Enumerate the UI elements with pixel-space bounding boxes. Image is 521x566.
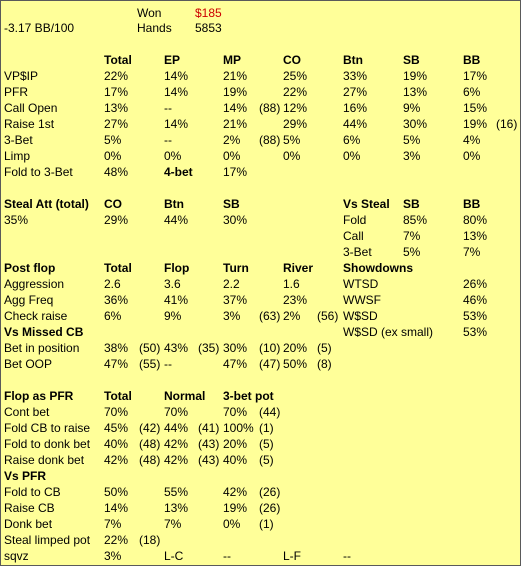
cell-river: 50% (283, 357, 308, 371)
vs-steal-3bet-bb: 7% (463, 245, 481, 259)
cell-co: 12% (283, 101, 308, 115)
cell-flop: 3.6 (164, 277, 181, 291)
cell-co: 22% (283, 85, 308, 99)
cell-3bet: 40% (223, 453, 248, 467)
cell-dash: -- (223, 549, 231, 563)
cell-normal: 70% (164, 405, 189, 419)
vs-steal-3bet-sb: 5% (403, 245, 421, 259)
cell-mp: 0% (223, 149, 241, 163)
cell-3bet: 100% (223, 421, 254, 435)
row-label: sqvz (4, 549, 29, 563)
row-label: 3-Bet (4, 133, 33, 147)
cell-normal-sample: (41) (198, 421, 220, 435)
row-label: Raise 1st (4, 117, 55, 131)
cell-sb: 9% (403, 101, 421, 115)
postflop-title: Post flop (4, 261, 56, 275)
cell-ep: 14% (164, 85, 189, 99)
row-label: Fold to CB (4, 485, 61, 499)
cell-total: 70% (104, 405, 129, 419)
flop-pfr-header-total: Total (104, 389, 132, 403)
showdown-label: WWSF (343, 293, 381, 307)
steal-header-co: CO (104, 197, 122, 211)
cell-flop: 43% (164, 341, 189, 355)
row-label: Call Open (4, 101, 58, 115)
cell-bb: 15% (463, 101, 488, 115)
cell-btn: 33% (343, 69, 368, 83)
cell-3bet-sample: (5) (259, 453, 274, 467)
vs-steal-header-sb: SB (403, 197, 420, 211)
cell-turn-sample: (10) (259, 341, 281, 355)
cell-total: 22% (104, 69, 129, 83)
showdown-value: 26% (463, 277, 488, 291)
col-header-total: Total (104, 53, 132, 67)
cell-bb: 6% (463, 85, 481, 99)
postflop-header-total: Total (104, 261, 132, 275)
col-header-mp: MP (223, 53, 241, 67)
bb100-value: -3.17 BB/100 (4, 21, 75, 35)
cell-total-sample: (42) (139, 421, 161, 435)
row-label: Limp (4, 149, 31, 163)
row-label: Fold to donk bet (4, 437, 91, 451)
vs-steal-call-bb: 13% (463, 229, 488, 243)
showdown-value: 53% (463, 309, 488, 323)
cell-ep: 14% (164, 69, 189, 83)
cell-3bet: 19% (223, 501, 248, 515)
cell-total-sample: (50) (139, 341, 161, 355)
fourbet-label: 4-bet (164, 165, 193, 179)
cell-total: 3% (104, 549, 122, 563)
cell-co: 5% (283, 133, 301, 147)
vs-steal-fold-label: Fold (343, 213, 367, 227)
cell-flop: 41% (164, 293, 189, 307)
cell-3bet: 20% (223, 437, 248, 451)
cell-total: 0% (104, 149, 122, 163)
steal-total: 35% (4, 213, 29, 227)
cell-total-sample: (55) (139, 357, 161, 371)
cell-total: 40% (104, 437, 129, 451)
cell-total: 22% (104, 533, 129, 547)
row-label: Fold CB to raise (4, 421, 91, 435)
missed-cb-title: Vs Missed CB (4, 325, 84, 339)
cell-sb: 5% (403, 133, 421, 147)
cell-turn: 30% (223, 341, 248, 355)
cell-river-sample: (8) (317, 357, 332, 371)
flop-pfr-title: Flop as PFR (4, 389, 74, 403)
postflop-header-river: River (283, 261, 314, 275)
cell-normal: 55% (164, 485, 189, 499)
row-label: Cont bet (4, 405, 50, 419)
row-label: Donk bet (4, 517, 53, 531)
cell-mp-sample: (88) (259, 101, 281, 115)
cell-total-sample: (48) (139, 453, 161, 467)
fourbet-value: 17% (223, 165, 248, 179)
steal-co: 29% (104, 213, 129, 227)
cell-bb: 17% (463, 69, 488, 83)
cell-total: 36% (104, 293, 129, 307)
row-label: Raise CB (4, 501, 55, 515)
cell-total: 6% (104, 309, 122, 323)
cell-total: 2.6 (104, 277, 121, 291)
showdowns-title: Showdowns (343, 261, 413, 275)
won-value: $185 (195, 6, 222, 20)
cell-btn: 0% (343, 149, 361, 163)
cell-lc: L-C (164, 549, 184, 563)
cell-turn: 47% (223, 357, 248, 371)
row-label: VP$IP (4, 69, 39, 83)
cell-river: 23% (283, 293, 308, 307)
postflop-header-turn: Turn (223, 261, 249, 275)
cell-3bet-sample: (44) (259, 405, 281, 419)
cell-mp: 14% (223, 101, 248, 115)
cell-river: 1.6 (283, 277, 300, 291)
cell-3bet-sample: (26) (259, 501, 281, 515)
row-label: Fold to 3-Bet (4, 165, 73, 179)
vs-steal-title: Vs Steal (343, 197, 390, 211)
cell-3bet: 70% (223, 405, 248, 419)
cell-sb: 30% (403, 117, 428, 131)
showdown-label: WTSD (343, 277, 379, 291)
vs-steal-fold-sb: 85% (403, 213, 428, 227)
cell-bb-sample: (16) (496, 117, 518, 131)
cell-total: 7% (104, 517, 122, 531)
flop-pfr-header-normal: Normal (164, 389, 206, 403)
cell-total: 27% (104, 117, 129, 131)
cell-bb: 19% (463, 117, 488, 131)
cell-normal: 42% (164, 437, 189, 451)
row-label: Raise donk bet (4, 453, 85, 467)
cell-3bet: 42% (223, 485, 248, 499)
cell-flop-sample: (35) (198, 341, 220, 355)
cell-total: 5% (104, 133, 122, 147)
row-label: PFR (4, 85, 28, 99)
cell-total: 48% (104, 165, 129, 179)
cell-sb: 13% (403, 85, 428, 99)
cell-mp-sample: (88) (259, 133, 281, 147)
col-header-btn: Btn (343, 53, 363, 67)
cell-ep: -- (164, 101, 172, 115)
cell-ep: 14% (164, 117, 189, 131)
cell-total: 47% (104, 357, 129, 371)
cell-total: 45% (104, 421, 129, 435)
cell-lf: L-F (283, 549, 301, 563)
cell-mp: 19% (223, 85, 248, 99)
cell-total-sample: (18) (139, 533, 161, 547)
showdown-value: 46% (463, 293, 488, 307)
col-header-sb: SB (403, 53, 420, 67)
hands-value: 5853 (195, 21, 222, 35)
cell-normal: 42% (164, 453, 189, 467)
cell-river-sample: (5) (317, 341, 332, 355)
cell-total: 13% (104, 101, 129, 115)
vs-pfr-title: Vs PFR (4, 469, 47, 483)
cell-total: 14% (104, 501, 129, 515)
showdown-label: W$SD (343, 309, 378, 323)
cell-ep: -- (164, 133, 172, 147)
cell-3bet-sample: (5) (259, 437, 274, 451)
cell-bb: 4% (463, 133, 481, 147)
won-label: Won (137, 6, 162, 20)
cell-co: 0% (283, 149, 301, 163)
cell-normal: 7% (164, 517, 182, 531)
cell-mp: 21% (223, 117, 248, 131)
cell-bb: 0% (463, 149, 481, 163)
vs-steal-3bet-label: 3-Bet (343, 245, 372, 259)
row-label: Steal limped pot (4, 533, 91, 547)
steal-title: Steal Att (total) (4, 197, 89, 211)
col-header-co: CO (283, 53, 301, 67)
cell-turn: 2.2 (223, 277, 240, 291)
cell-btn: 6% (343, 133, 361, 147)
cell-dash: -- (343, 549, 351, 563)
cell-sb: 19% (403, 69, 428, 83)
cell-river: 20% (283, 341, 308, 355)
cell-btn: 44% (343, 117, 368, 131)
cell-river-sample: (56) (317, 309, 339, 323)
flop-pfr-header-3bet: 3-bet pot (223, 389, 274, 403)
row-label: Check raise (4, 309, 68, 323)
cell-3bet-sample: (1) (259, 421, 274, 435)
cell-normal-sample: (43) (198, 453, 220, 467)
cell-total: 50% (104, 485, 129, 499)
cell-river: 2% (283, 309, 301, 323)
steal-header-sb: SB (223, 197, 240, 211)
cell-normal: 13% (164, 501, 189, 515)
cell-co: 25% (283, 69, 308, 83)
cell-sb: 3% (403, 149, 421, 163)
hands-label: Hands (137, 21, 172, 35)
cell-co: 29% (283, 117, 308, 131)
row-label: Agg Freq (4, 293, 54, 307)
cell-ep: 0% (164, 149, 182, 163)
cell-flop: -- (164, 357, 172, 371)
vs-steal-call-sb: 7% (403, 229, 421, 243)
cell-3bet-sample: (1) (259, 517, 274, 531)
col-header-ep: EP (164, 53, 181, 67)
cell-total: 38% (104, 341, 129, 355)
cell-3bet: 0% (223, 517, 241, 531)
cell-normal-sample: (43) (198, 437, 220, 451)
vs-steal-fold-bb: 80% (463, 213, 488, 227)
cell-btn: 16% (343, 101, 368, 115)
cell-flop: 9% (164, 309, 182, 323)
cell-total: 17% (104, 85, 129, 99)
steal-header-btn: Btn (164, 197, 184, 211)
row-label: Bet in position (4, 341, 80, 355)
postflop-header-flop: Flop (164, 261, 190, 275)
steal-sb: 30% (223, 213, 248, 227)
row-label: Aggression (4, 277, 65, 291)
cell-btn: 27% (343, 85, 368, 99)
cell-total: 42% (104, 453, 129, 467)
cell-turn: 37% (223, 293, 248, 307)
showdown-value: 53% (463, 325, 488, 339)
cell-turn: 3% (223, 309, 241, 323)
cell-turn-sample: (47) (259, 357, 281, 371)
steal-btn: 44% (164, 213, 189, 227)
cell-normal: 44% (164, 421, 189, 435)
col-header-bb: BB (463, 53, 481, 67)
cell-turn-sample: (63) (259, 309, 281, 323)
showdown-label: W$SD (ex small) (343, 325, 434, 339)
cell-total-sample: (48) (139, 437, 161, 451)
cell-mp: 21% (223, 69, 248, 83)
row-label: Bet OOP (4, 357, 53, 371)
cell-3bet-sample: (26) (259, 485, 281, 499)
vs-steal-header-bb: BB (463, 197, 481, 211)
cell-mp: 2% (223, 133, 241, 147)
vs-steal-call-label: Call (343, 229, 364, 243)
